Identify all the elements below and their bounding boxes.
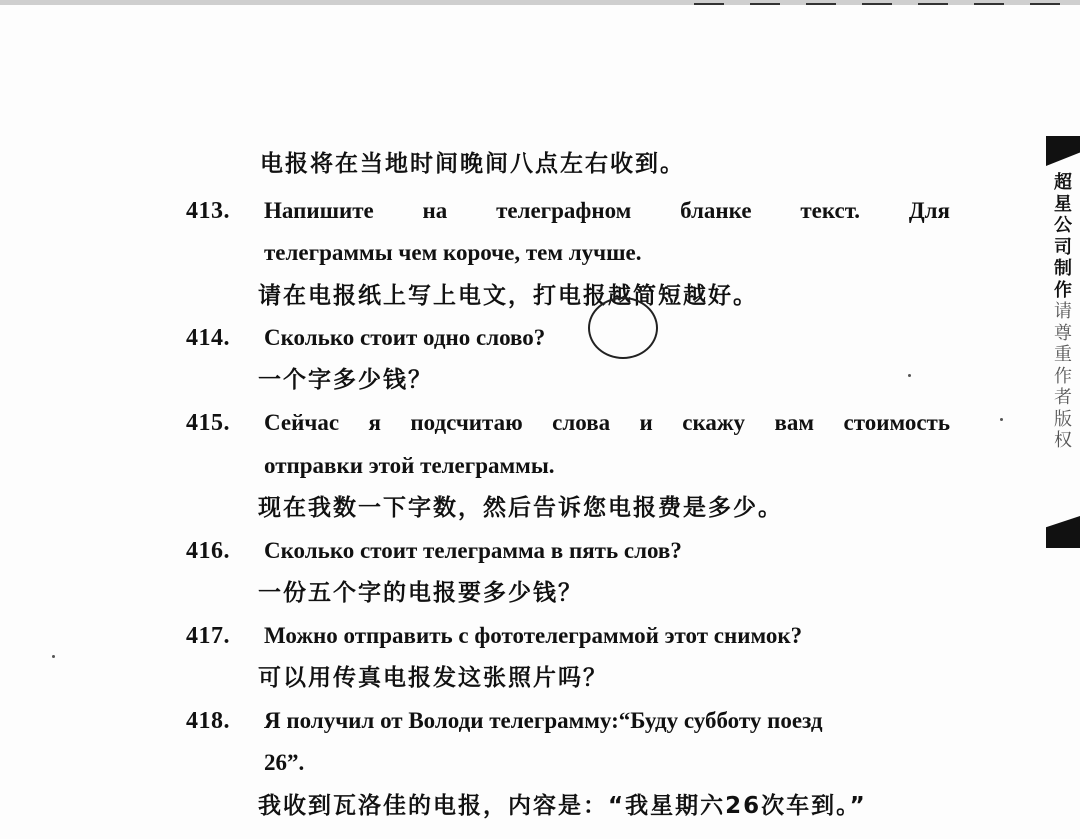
watermark-vertical-text [1050,172,1076,452]
entry-418-translation: 我收到瓦洛佳的电报，内容是：“我星期六26次车到。” [258,793,867,819]
entry-417-number: 417. [186,623,230,649]
watermark-top-block [1046,136,1080,166]
entry-413-russian-line1: Напишите на телеграфном бланке текст. Для [264,198,950,223]
entry-414-russian: Сколько стоит одно слово? [264,325,546,350]
watermark-producer-text: 超星公司制作 [1054,172,1072,301]
entry-415-russian-line1: Сейчас я подсчитаю слова и скажу вам стоимость [264,410,950,435]
entry-415-russian-line2: отправки этой телеграммы. [264,453,555,478]
scan-speck [52,655,55,658]
entry-415-translation: 现在我数一下字数，然后告诉您电报费是多少。 [258,495,783,521]
entry-415-number: 415. [186,410,230,436]
entry-416-translation: 一份五个字的电报要多少钱？ [258,580,583,606]
scan-speck [908,374,911,377]
entry-414-number: 414. [186,325,230,351]
entry-414-translation: 一个字多少钱？ [258,367,433,393]
entry-416-russian: Сколько стоит телеграмма в пять слов? [264,538,682,563]
scan-speck [1000,418,1003,421]
entry-413-number: 413. [186,198,230,224]
watermark-copyright-text: 请尊重作者版权 [1054,301,1072,451]
entry-418-russian-line1: Я получил от Володи телеграмму:“Буду субботу поезд [264,708,823,733]
handwritten-circle-mark [588,297,658,359]
entry-417-translation: 可以用传真电报发这张照片吗？ [258,665,608,691]
entry-413-russian-line2: телеграммы чем короче, тем лучше. [264,240,642,265]
entry-417-russian: Можно отправить с фототелеграммой этот снимок? [264,623,803,648]
copyright-watermark-bar [1046,136,1080,548]
page-header-dashes [694,3,1060,5]
entry-412-translation: 电报将在当地时间晚间八点左右收到。 [260,151,685,177]
entry-418-number: 418. [186,708,230,734]
entry-418-russian-line2: 26”. [264,750,305,775]
watermark-bottom-block [1046,516,1080,548]
entry-416-number: 416. [186,538,230,564]
entry-413-translation: 请在电报纸上写上电文，打电报越简短越好。 [258,283,758,309]
